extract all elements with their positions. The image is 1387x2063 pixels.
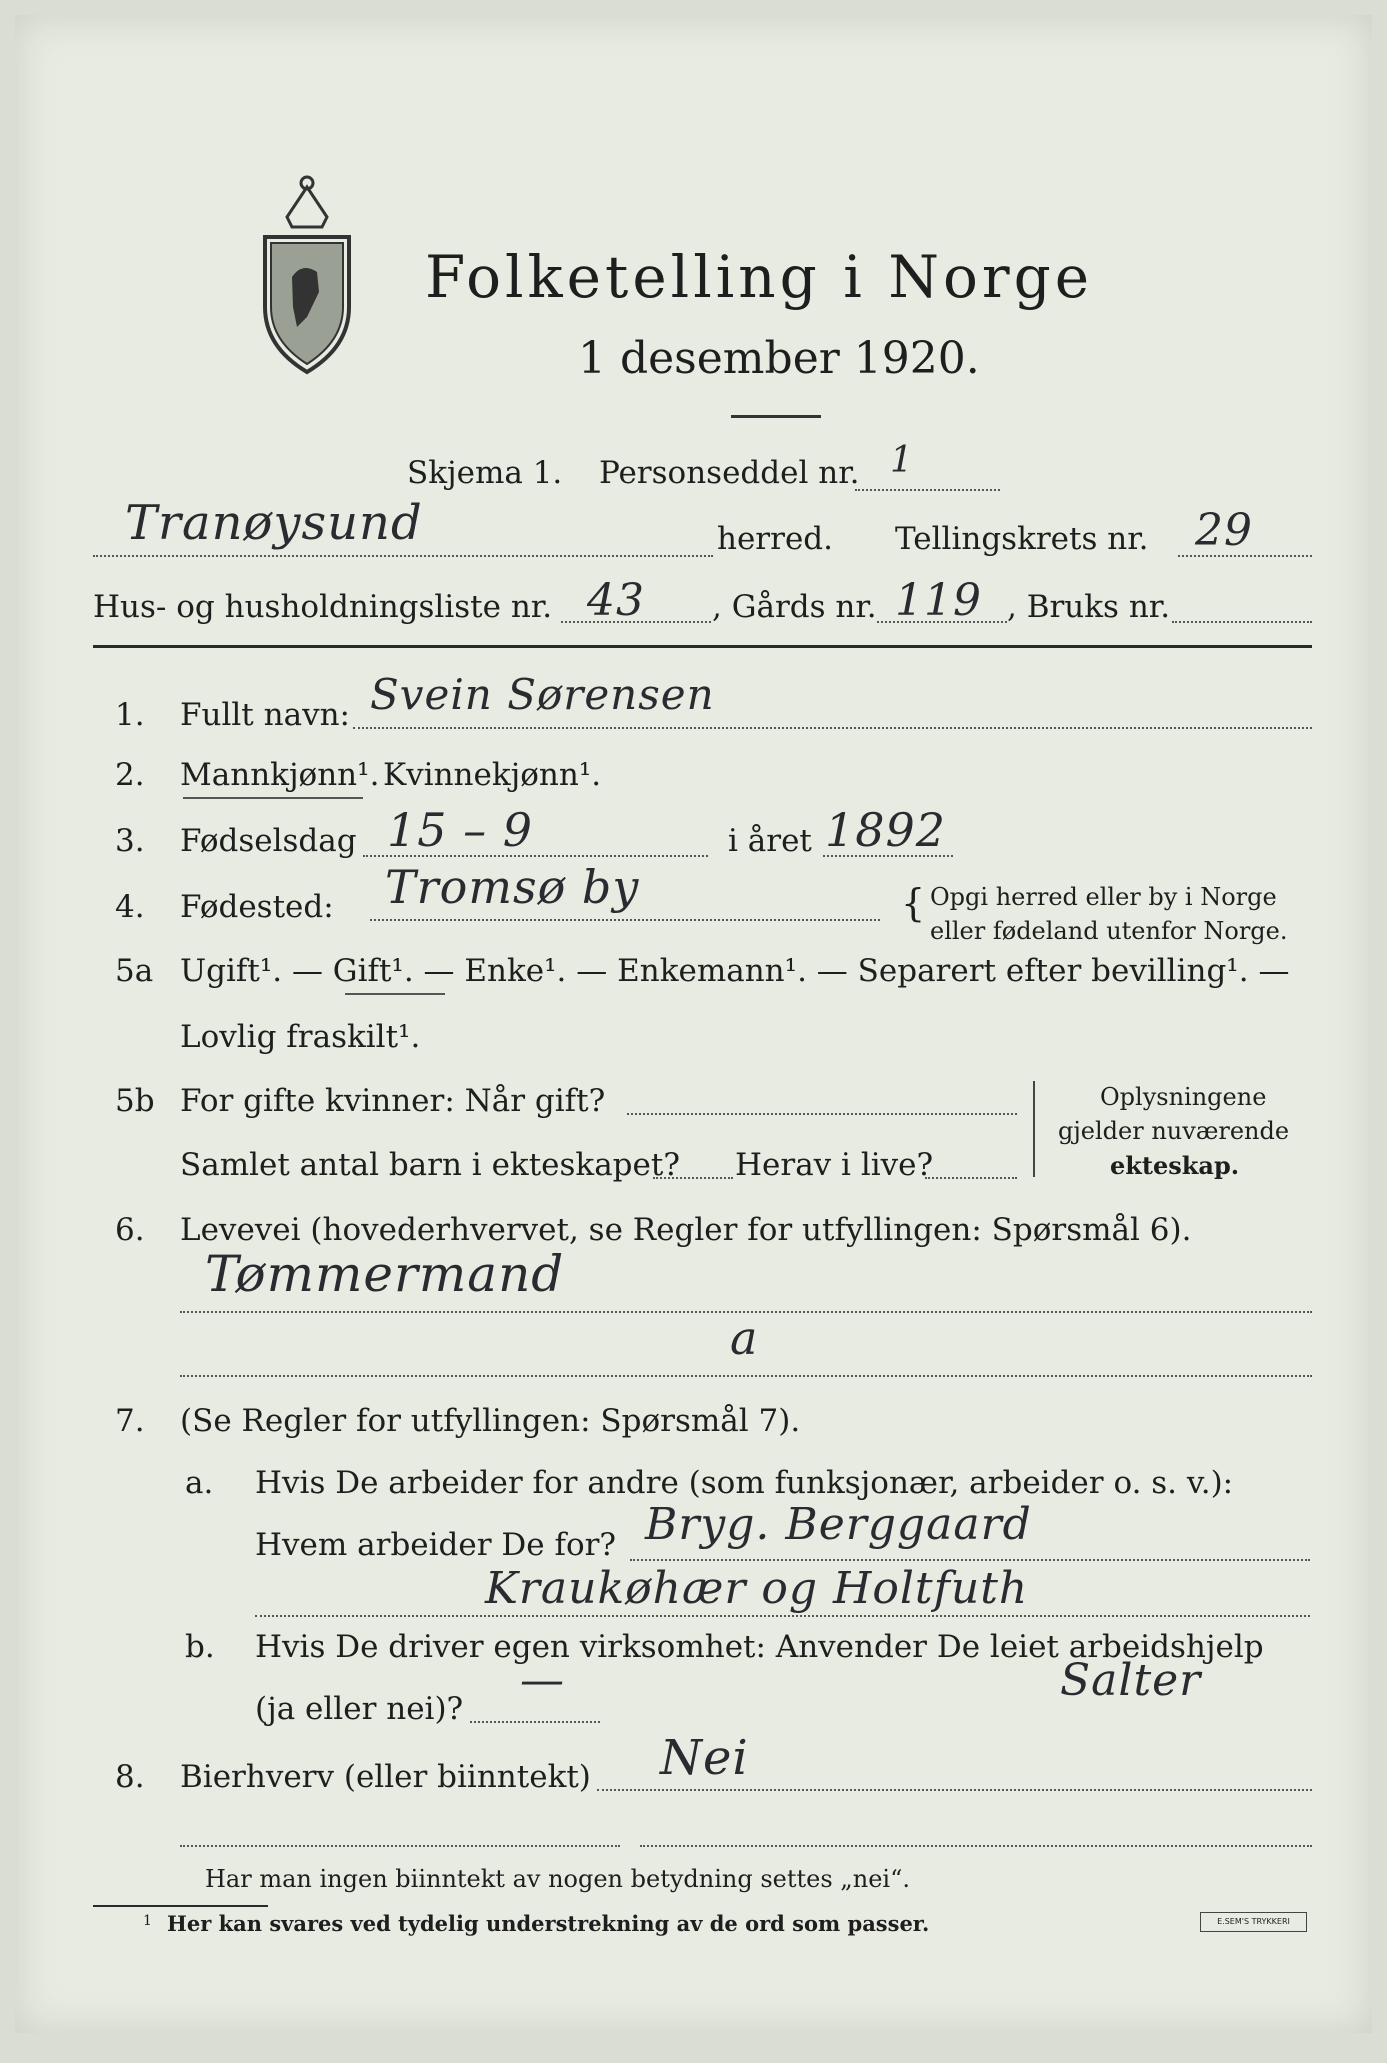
q7b-value-2: Salter xyxy=(1060,1655,1202,1706)
footnote-mark: 1 xyxy=(143,1913,152,1929)
section-divider xyxy=(93,645,1312,648)
q5a-options: Ugift¹. — Gift¹. — Enke¹. — Enkemann¹. — Separert efter bevilling¹. — xyxy=(180,953,1290,989)
q4-note-1: Opgi herred eller by i Norge xyxy=(930,883,1277,911)
q7-label: (Se Regler for utfyllingen: Spørsmål 7). xyxy=(180,1403,801,1439)
q5b-number: 5b xyxy=(115,1083,155,1119)
q3-year-label: i året xyxy=(728,823,812,859)
q3-number: 3. xyxy=(115,823,145,859)
q7b-line xyxy=(470,1721,600,1723)
q6-value-2: a xyxy=(730,1311,759,1365)
personseddel-value: 1 xyxy=(890,440,914,481)
q7b-label: (ja eller nei)? xyxy=(255,1691,464,1727)
q5b-label-3: Herav i live? xyxy=(735,1147,934,1183)
q7b-letter: b. xyxy=(185,1629,215,1665)
q5b-line-2 xyxy=(653,1177,733,1179)
q7a-letter: a. xyxy=(185,1465,214,1501)
hus-value: 43 xyxy=(587,575,645,626)
q1-value: Svein Sørensen xyxy=(370,670,715,719)
footnote: Her kan svares ved tydelig understrekning av de ord som passer. xyxy=(167,1911,930,1936)
bruks-label: , Bruks nr. xyxy=(1007,589,1171,625)
q4-brace: { xyxy=(901,881,926,925)
footnote-divider xyxy=(93,1905,268,1907)
q7a-line-1 xyxy=(630,1559,1310,1561)
q3-label: Fødselsdag xyxy=(180,823,357,859)
printer-stamp: E.SEM'S TRYKKERI xyxy=(1200,1912,1307,1932)
q4-note-2: eller fødeland utenfor Norge. xyxy=(930,917,1288,945)
q7a-value-2: Kraukøhær og Holtfuth xyxy=(485,1563,1029,1614)
q4-number: 4. xyxy=(115,889,145,925)
q7-number: 7. xyxy=(115,1403,145,1439)
hus-label: Hus- og husholdningsliste nr. xyxy=(93,589,553,625)
coat-of-arms-icon xyxy=(247,167,367,377)
q8-value: Nei xyxy=(660,1730,749,1786)
census-date: 1 desember 1920. xyxy=(578,333,980,384)
q5b-line-1 xyxy=(627,1113,1017,1115)
q5b-note-2: gjelder nuværende xyxy=(1058,1117,1290,1145)
q5a-underline xyxy=(345,993,445,995)
q8-line-1 xyxy=(597,1789,1312,1791)
tellingskrets-value: 29 xyxy=(1195,505,1253,556)
gards-label: , Gårds nr. xyxy=(712,589,877,625)
q2-male: Mannkjønn¹. xyxy=(180,757,380,793)
q4-line xyxy=(370,919,880,921)
q6-number: 6. xyxy=(115,1212,145,1248)
q3-year-value: 1892 xyxy=(825,803,947,857)
q2-male-underline xyxy=(183,797,363,799)
q8-number: 8. xyxy=(115,1759,145,1795)
q6-value: Tømmermand xyxy=(205,1245,565,1303)
q5b-label-1: For gifte kvinner: Når gift? xyxy=(180,1083,606,1119)
q2-number: 2. xyxy=(115,757,145,793)
q4-label: Fødested: xyxy=(180,889,334,925)
q7a-value: Bryg. Berggaard xyxy=(645,1499,1032,1550)
personseddel-label: Personseddel nr. xyxy=(599,455,860,491)
q5b-label-2: Samlet antal barn i ekteskapet? xyxy=(180,1147,680,1183)
q5b-line-3 xyxy=(925,1177,1017,1179)
q4-value: Tromsø by xyxy=(385,860,640,914)
q7b-value: — xyxy=(520,1655,565,1706)
q8-line-3 xyxy=(640,1845,1312,1847)
title-divider xyxy=(731,415,821,418)
q2-female: Kvinnekjønn¹. xyxy=(383,757,602,793)
q5a-options-2: Lovlig fraskilt¹. xyxy=(180,1019,421,1055)
herred-label: herred. xyxy=(717,521,833,557)
q5b-note-3: ekteskap. xyxy=(1110,1151,1240,1180)
personseddel-line xyxy=(855,489,1000,491)
herred-value: Tranøysund xyxy=(125,495,423,551)
q8-label: Bierhverv (eller biinntekt) xyxy=(180,1759,591,1795)
q7b-text: Hvis De driver egen virksomhet: Anvender De leiet arbeidshjelp xyxy=(255,1629,1264,1665)
footer-note: Har man ingen biinntekt av nogen betydning settes „nei“. xyxy=(205,1865,910,1893)
census-form xyxy=(15,15,1372,2033)
q5a-number: 5a xyxy=(115,953,154,989)
q8-line-2 xyxy=(180,1845,620,1847)
q1-number: 1. xyxy=(115,697,145,733)
q7a-label: Hvem arbeider De for? xyxy=(255,1527,617,1563)
schema-label: Skjema 1. xyxy=(407,455,563,491)
q6-label: Levevei (hovederhvervet, se Regler for utfyllingen: Spørsmål 6). xyxy=(180,1212,1192,1248)
q7a-line-2 xyxy=(255,1615,1310,1617)
q5b-bracket xyxy=(1033,1081,1035,1177)
q7a-text: Hvis De arbeider for andre (som funksjonær, arbeider o. s. v.): xyxy=(255,1465,1234,1501)
bruks-line xyxy=(1172,621,1312,623)
herred-line xyxy=(93,555,713,557)
q5b-note-1: Oplysningene xyxy=(1100,1083,1267,1111)
form-title: Folketelling i Norge xyxy=(425,243,1094,311)
tellingskrets-label: Tellingskrets nr. xyxy=(895,521,1149,557)
q6-line-2 xyxy=(180,1375,1312,1377)
q1-label: Fullt navn: xyxy=(180,697,350,733)
q1-line xyxy=(353,727,1312,729)
q3-value: 15 – 9 xyxy=(387,803,534,857)
gards-value: 119 xyxy=(895,575,982,626)
